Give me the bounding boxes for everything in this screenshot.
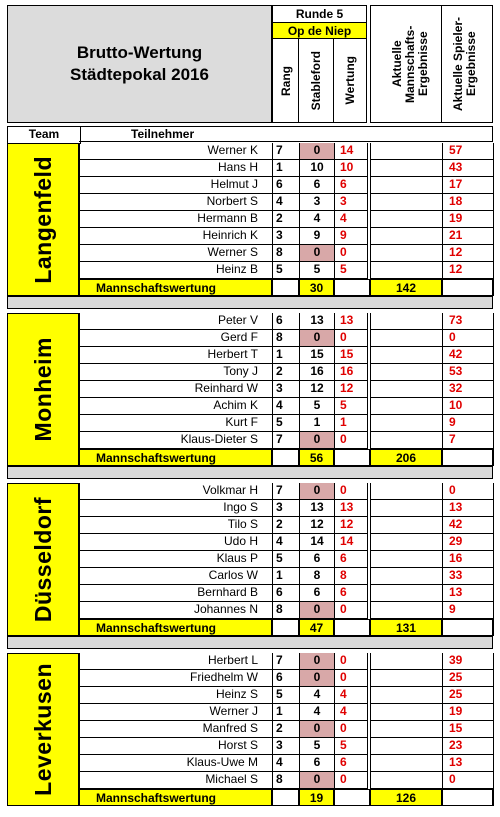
player-total: 42 [443, 347, 493, 364]
player-total: 39 [443, 653, 493, 670]
player-rank: 3 [272, 738, 299, 755]
summary-empty-cell [334, 619, 370, 636]
column-divider [493, 653, 494, 806]
player-rank: 7 [272, 432, 299, 449]
player-wertung: 10 [335, 160, 367, 177]
team-result-empty-cell [371, 160, 442, 177]
column-divider [367, 143, 368, 279]
team-result-empty-cell [371, 568, 442, 585]
player-total: 0 [443, 330, 493, 347]
team-result-empty-cell [371, 177, 442, 194]
col-header-stableford: Stableford [299, 39, 334, 123]
player-wertung: 0 [335, 721, 367, 738]
player-total: 21 [443, 228, 493, 245]
player-name: Horst S [79, 738, 272, 755]
team-result-empty-cell [371, 313, 442, 330]
player-stableford: 0 [300, 483, 334, 500]
player-total: 18 [443, 194, 493, 211]
player-wertung: 0 [335, 772, 367, 789]
player-stableford: 8 [300, 568, 334, 585]
player-wertung: 6 [335, 585, 367, 602]
player-stableford: 14 [300, 534, 334, 551]
player-name: Michael S [79, 772, 272, 789]
team-result-empty-cell [371, 381, 442, 398]
player-total: 42 [443, 517, 493, 534]
player-stableford: 0 [300, 721, 334, 738]
team-result-empty-cell [371, 398, 442, 415]
player-name: Hans H [79, 160, 272, 177]
player-stableford: 9 [300, 228, 334, 245]
player-wertung: 12 [335, 381, 367, 398]
player-name: Achim K [79, 398, 272, 415]
summary-empty-cell [272, 789, 299, 806]
player-name: Werner J [79, 704, 272, 721]
player-name: Volkmar H [79, 483, 272, 500]
col-label-team: Team [7, 126, 81, 144]
player-wertung: 9 [335, 228, 367, 245]
column-divider [493, 143, 494, 296]
player-total: 9 [443, 602, 493, 619]
player-name: Helmut J [79, 177, 272, 194]
col-header-team-results: Aktuelle Mannschafts-Ergebnisse [370, 5, 442, 123]
section-separator [7, 466, 493, 479]
player-total: 17 [443, 177, 493, 194]
player-stableford: 5 [300, 738, 334, 755]
player-wertung: 13 [335, 313, 367, 330]
title-line-2: Städtepokal 2016 [70, 65, 209, 84]
player-stableford: 13 [300, 313, 334, 330]
team-name: Monheim [29, 337, 56, 442]
player-name: Tony J [79, 364, 272, 381]
summary-empty-cell [334, 449, 370, 466]
player-total: 16 [443, 551, 493, 568]
player-name: Klaus P [79, 551, 272, 568]
team-result-empty-cell [371, 432, 442, 449]
player-wertung: 0 [335, 483, 367, 500]
player-total: 9 [443, 415, 493, 432]
team-result-total: 126 [370, 789, 442, 806]
summary-empty-cell [442, 789, 493, 806]
player-rank: 1 [272, 704, 299, 721]
player-name: Klaus-Uwe M [79, 755, 272, 772]
player-name: Johannes N [79, 602, 272, 619]
player-rank: 5 [272, 687, 299, 704]
player-rank: 2 [272, 211, 299, 228]
player-name: Friedhelm W [79, 670, 272, 687]
player-name: Udo H [79, 534, 272, 551]
team-result-empty-cell [371, 704, 442, 721]
player-total: 73 [443, 313, 493, 330]
player-wertung: 6 [335, 177, 367, 194]
player-stableford: 0 [300, 432, 334, 449]
team-stableford-total: 30 [299, 279, 334, 296]
player-wertung: 0 [335, 245, 367, 262]
summary-empty-cell [442, 279, 493, 296]
player-total: 57 [443, 143, 493, 160]
player-wertung: 0 [335, 653, 367, 670]
team-result-empty-cell [371, 194, 442, 211]
player-name: Norbert S [79, 194, 272, 211]
player-wertung: 5 [335, 398, 367, 415]
team-result-empty-cell [371, 330, 442, 347]
round-label: Runde 5 [272, 5, 367, 22]
team-result-empty-cell [371, 755, 442, 772]
player-name: Tilo S [79, 517, 272, 534]
team-name: Leverkusen [29, 663, 56, 796]
player-total: 43 [443, 160, 493, 177]
player-stableford: 4 [300, 687, 334, 704]
player-stableford: 0 [300, 245, 334, 262]
player-rank: 3 [272, 381, 299, 398]
team-name: Langenfeld [29, 155, 56, 284]
player-stableford: 0 [300, 653, 334, 670]
team-name-box [7, 313, 79, 466]
player-rank: 8 [272, 602, 299, 619]
player-name: Bernhard B [79, 585, 272, 602]
team-result-empty-cell [371, 670, 442, 687]
player-name: Reinhard W [79, 381, 272, 398]
player-stableford: 6 [300, 585, 334, 602]
player-stableford: 0 [300, 330, 334, 347]
team-result-empty-cell [371, 364, 442, 381]
player-total: 12 [443, 262, 493, 279]
player-rank: 1 [272, 568, 299, 585]
player-name: Werner K [79, 143, 272, 160]
col-header-rang: Rang [272, 39, 299, 123]
player-wertung: 5 [335, 262, 367, 279]
summary-empty-cell [334, 789, 370, 806]
player-rank: 1 [272, 347, 299, 364]
team-name-box [7, 653, 79, 806]
player-name: Manfred S [79, 721, 272, 738]
player-name: Carlos W [79, 568, 272, 585]
team-result-empty-cell [371, 551, 442, 568]
team-stableford-total: 47 [299, 619, 334, 636]
team-result-empty-cell [371, 143, 442, 160]
player-name: Hermann B [79, 211, 272, 228]
column-label-row [7, 126, 493, 142]
team-stableford-total: 56 [299, 449, 334, 466]
player-rank: 8 [272, 330, 299, 347]
player-rank: 6 [272, 313, 299, 330]
player-wertung: 1 [335, 415, 367, 432]
team-result-empty-cell [371, 585, 442, 602]
summary-empty-cell [334, 279, 370, 296]
player-wertung: 12 [335, 517, 367, 534]
team-result-empty-cell [371, 738, 442, 755]
player-stableford: 0 [300, 143, 334, 160]
team-result-total: 206 [370, 449, 442, 466]
team-result-empty-cell [371, 772, 442, 789]
player-wertung: 14 [335, 143, 367, 160]
player-rank: 7 [272, 483, 299, 500]
player-total: 7 [443, 432, 493, 449]
player-total: 29 [443, 534, 493, 551]
player-rank: 5 [272, 551, 299, 568]
player-stableford: 0 [300, 602, 334, 619]
player-rank: 8 [272, 772, 299, 789]
summary-empty-cell [442, 619, 493, 636]
player-wertung: 13 [335, 500, 367, 517]
player-rank: 3 [272, 500, 299, 517]
player-wertung: 4 [335, 704, 367, 721]
player-wertung: 0 [335, 602, 367, 619]
column-divider [493, 483, 494, 636]
table-title [7, 5, 272, 123]
team-name: Düsseldorf [29, 496, 56, 623]
player-stableford: 13 [300, 500, 334, 517]
summary-empty-cell [442, 449, 493, 466]
summary-empty-cell [272, 449, 299, 466]
player-total: 25 [443, 670, 493, 687]
team-stableford-total: 19 [299, 789, 334, 806]
team-result-empty-cell [371, 517, 442, 534]
player-stableford: 4 [300, 211, 334, 228]
column-divider [367, 653, 368, 789]
player-name: Ingo S [79, 500, 272, 517]
player-stableford: 5 [300, 398, 334, 415]
player-wertung: 4 [335, 211, 367, 228]
player-name: Kurt F [79, 415, 272, 432]
player-name: Heinz S [79, 687, 272, 704]
player-total: 0 [443, 483, 493, 500]
player-wertung: 6 [335, 755, 367, 772]
player-total: 33 [443, 568, 493, 585]
summary-empty-cell [272, 619, 299, 636]
player-stableford: 3 [300, 194, 334, 211]
player-rank: 5 [272, 262, 299, 279]
player-total: 25 [443, 687, 493, 704]
team-result-empty-cell [371, 228, 442, 245]
player-stableford: 6 [300, 755, 334, 772]
team-summary-label: Mannschaftswertung [79, 279, 272, 296]
team-result-empty-cell [371, 262, 442, 279]
team-name-box [7, 143, 79, 296]
venue-label: Op de Niep [272, 22, 367, 39]
player-stableford: 0 [300, 772, 334, 789]
player-total: 19 [443, 704, 493, 721]
player-rank: 2 [272, 721, 299, 738]
player-total: 0 [443, 772, 493, 789]
player-name: Gerd F [79, 330, 272, 347]
player-total: 10 [443, 398, 493, 415]
player-total: 53 [443, 364, 493, 381]
player-stableford: 0 [300, 670, 334, 687]
team-summary-label: Mannschaftswertung [79, 789, 272, 806]
player-name: Werner S [79, 245, 272, 262]
column-divider [367, 483, 368, 619]
team-result-empty-cell [371, 415, 442, 432]
team-summary-label: Mannschaftswertung [79, 619, 272, 636]
team-result-empty-cell [371, 721, 442, 738]
section-separator [7, 636, 493, 649]
player-rank: 6 [272, 585, 299, 602]
summary-empty-cell [272, 279, 299, 296]
player-total: 23 [443, 738, 493, 755]
player-rank: 4 [272, 534, 299, 551]
player-rank: 6 [272, 177, 299, 194]
player-stableford: 4 [300, 704, 334, 721]
player-stableford: 12 [300, 381, 334, 398]
player-name: Herbert T [79, 347, 272, 364]
player-rank: 4 [272, 194, 299, 211]
player-total: 32 [443, 381, 493, 398]
section-separator [7, 296, 493, 309]
team-result-empty-cell [371, 500, 442, 517]
player-stableford: 6 [300, 177, 334, 194]
team-summary-label: Mannschaftswertung [79, 449, 272, 466]
player-wertung: 3 [335, 194, 367, 211]
player-stableford: 15 [300, 347, 334, 364]
player-rank: 2 [272, 364, 299, 381]
player-rank: 4 [272, 398, 299, 415]
title-line-1: Brutto-Wertung [76, 43, 203, 62]
player-wertung: 4 [335, 687, 367, 704]
player-wertung: 8 [335, 568, 367, 585]
column-divider [493, 313, 494, 466]
col-header-wertung: Wertung [334, 39, 367, 123]
team-result-empty-cell [371, 211, 442, 228]
player-name: Peter V [79, 313, 272, 330]
col-label-teilnehmer: Teilnehmer [79, 126, 493, 142]
player-rank: 3 [272, 228, 299, 245]
player-stableford: 12 [300, 517, 334, 534]
team-result-empty-cell [371, 653, 442, 670]
player-wertung: 14 [335, 534, 367, 551]
player-wertung: 6 [335, 551, 367, 568]
player-wertung: 15 [335, 347, 367, 364]
player-total: 19 [443, 211, 493, 228]
player-wertung: 0 [335, 330, 367, 347]
player-rank: 2 [272, 517, 299, 534]
player-total: 13 [443, 585, 493, 602]
player-stableford: 16 [300, 364, 334, 381]
player-rank: 6 [272, 670, 299, 687]
player-rank: 1 [272, 160, 299, 177]
team-result-empty-cell [371, 687, 442, 704]
player-total: 13 [443, 755, 493, 772]
team-result-total: 142 [370, 279, 442, 296]
team-result-empty-cell [371, 245, 442, 262]
team-result-empty-cell [371, 483, 442, 500]
team-result-empty-cell [371, 602, 442, 619]
player-wertung: 5 [335, 738, 367, 755]
player-rank: 8 [272, 245, 299, 262]
player-rank: 7 [272, 653, 299, 670]
player-total: 15 [443, 721, 493, 738]
player-stableford: 6 [300, 551, 334, 568]
player-name: Heinz B [79, 262, 272, 279]
player-rank: 5 [272, 415, 299, 432]
player-total: 13 [443, 500, 493, 517]
player-rank: 7 [272, 143, 299, 160]
team-name-box [7, 483, 79, 636]
player-stableford: 1 [300, 415, 334, 432]
player-wertung: 0 [335, 432, 367, 449]
player-name: Herbert L [79, 653, 272, 670]
player-wertung: 0 [335, 670, 367, 687]
team-result-empty-cell [371, 534, 442, 551]
player-rank: 4 [272, 755, 299, 772]
player-name: Heinrich K [79, 228, 272, 245]
player-wertung: 16 [335, 364, 367, 381]
player-stableford: 5 [300, 262, 334, 279]
col-header-player-results: Aktuelle Spieler-Ergebnisse [442, 5, 493, 123]
player-name: Klaus-Dieter S [79, 432, 272, 449]
team-result-total: 131 [370, 619, 442, 636]
team-result-empty-cell [371, 347, 442, 364]
player-stableford: 10 [300, 160, 334, 177]
player-total: 12 [443, 245, 493, 262]
column-divider [367, 313, 368, 449]
